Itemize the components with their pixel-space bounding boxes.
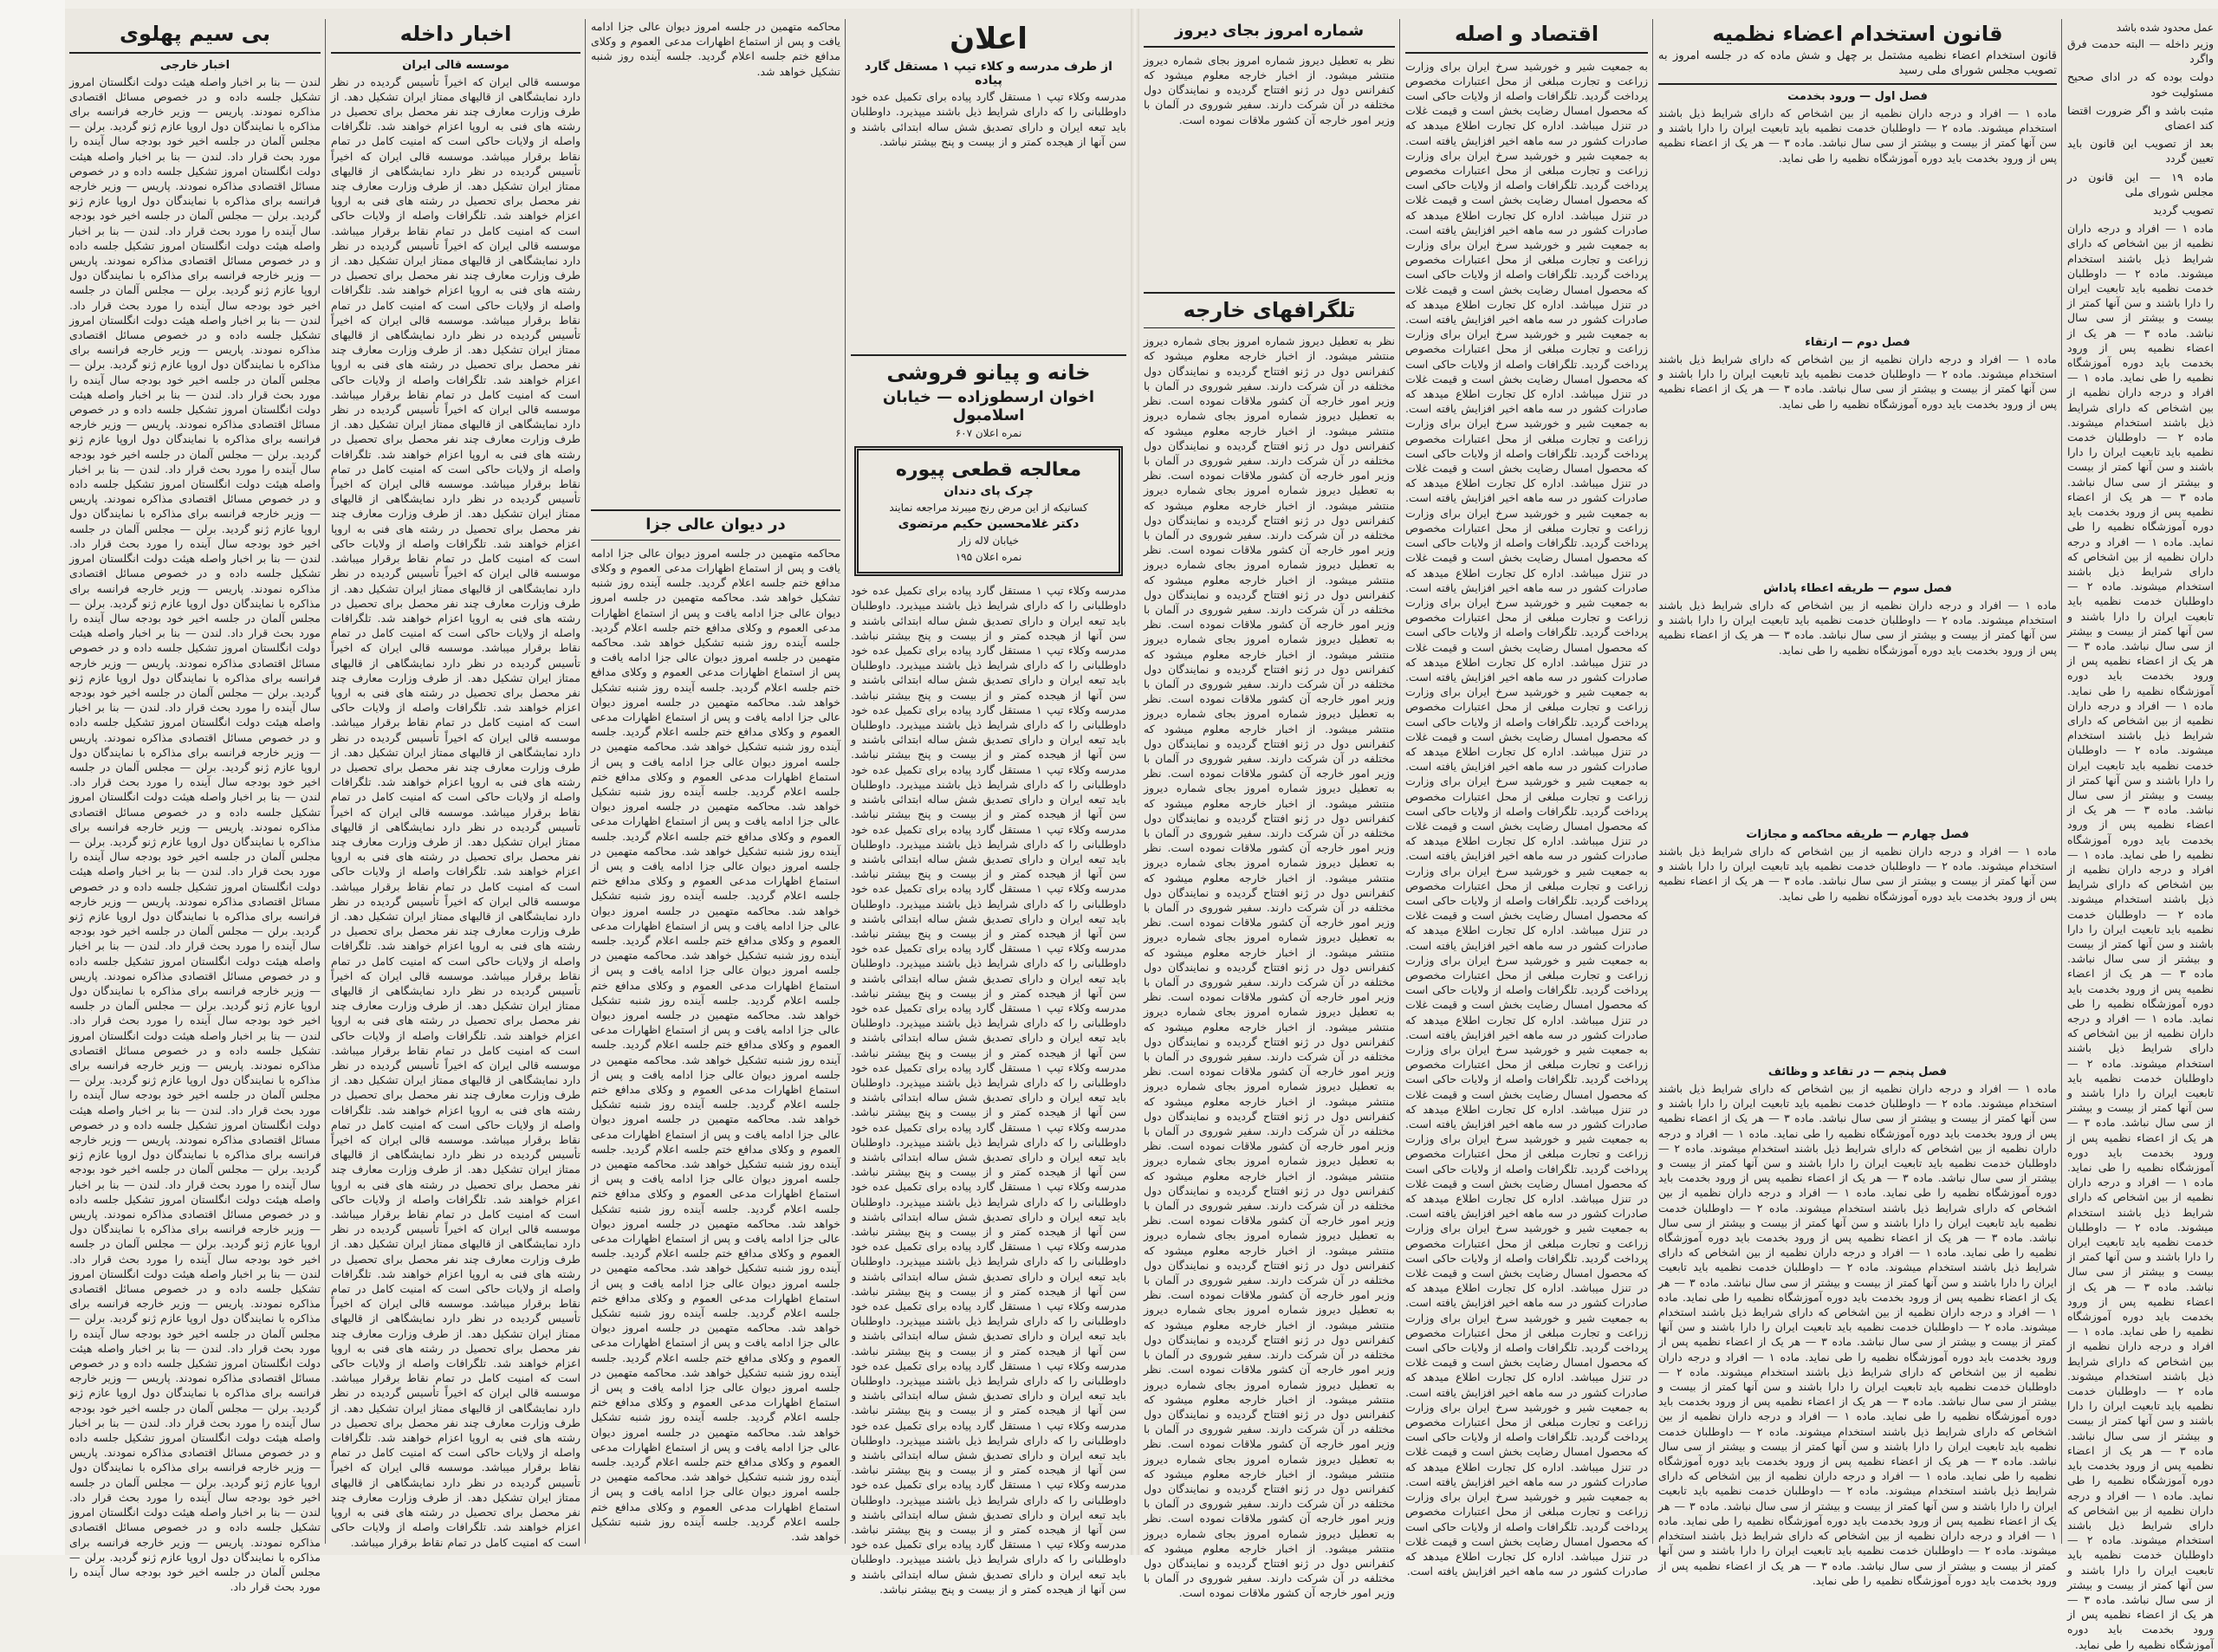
ad-box-line: کسانیکه از این مرض رنج میبرند مراجعه نمایند (889, 502, 1088, 515)
subhead-foreign: اخبار خارجی (159, 58, 230, 72)
left-col-4 (846, 19, 1131, 1596)
column-rule (585, 19, 586, 1544)
headline-news-today: شماره امروز بجای دیروز (1174, 22, 1365, 40)
section-heading: فصل اول — ورود بخدمت (1787, 90, 1928, 103)
article-body: لندن — بنا بر اخبار واصله هیئت دولت انگلستان امروز تشکیل جلسه داده و در خصوص مسائل اقتصادی مذاکره نمودند. پاریس — وزیر خارجه فرانسه برای مذاکره با نمایندگان دول اروپا عازم ژنو گردید. برلن — مجلس آلمان در جلسه اخیر خود بودجه سال آینده را مورد بحث قرار داد. لندن — بنا بر اخبار واصله هیئت دولت انگلستان امروز تشکیل جلسه داده و در خصوص مسائل اقتصادی مذاکره نمودند. پاریس — وزیر خارجه فرانسه برای مذاکره با نمایندگان دول اروپا عازم ژنو گردید. برلن — مجلس آلمان در جلسه اخیر خود بودجه سال آینده را مورد بحث قرار داد. لندن — بنا بر اخبار واصله هیئت دولت انگلستان امروز تشکیل جلسه داده و در خصوص مسائل اقتصادی مذاکره نمودند. پاریس — وزیر خارجه فرانسه برای مذاکره با نمایندگان دول اروپا عازم ژنو گردید. برلن — مجلس آلمان در جلسه اخیر خود بودجه سال آینده را مورد بحث قرار داد. لندن — بنا بر اخبار واصله هیئت دولت انگلستان امروز تشکیل جلسه داده و در خصوص مسائل اقتصادی مذاکره نمودند. پاریس — وزیر خارجه فرانسه برای مذاکره با نمایندگان دول اروپا عازم ژنو گردید. برلن — مجلس آلمان در جلسه اخیر خود بودجه سال آینده را مورد بحث قرار داد. لندن — بنا بر اخبار واصله هیئت دولت انگلستان امروز تشکیل جلسه داده و در خصوص مسائل اقتصادی مذاکره نمودند. پاریس — وزیر خارجه فرانسه برای مذاکره با نمایندگان دول اروپا عازم ژنو گردید. برلن — مجلس آلمان در جلسه اخیر خود بودجه سال آینده را مورد بحث قرار داد. لندن — بنا بر اخبار واصله هیئت دولت انگلستان امروز تشکیل جلسه داده و در خصوص مسائل اقتصادی مذاکره نمودند. پاریس — وزیر خارجه فرانسه برای مذاکره با نمایندگان دول اروپا عازم ژنو گردید. برلن — مجلس آلمان در جلسه اخیر خود بودجه سال آینده را مورد بحث قرار داد. لندن — بنا بر اخبار واصله هیئت دولت انگلستان امروز تشکیل جلسه داده و در خصوص مسائل اقتصادی مذاکره نمودند. پاریس — وزیر خارجه فرانسه برای مذاکره با نمایندگان دول اروپا عازم ژنو گردید. برلن — مجلس آلمان در جلسه اخیر خود بودجه سال آینده را مورد بحث قرار داد. لندن — بنا بر اخبار واصله هیئت دولت انگلستان امروز تشکیل جلسه داده و در خصوص مسائل اقتصادی مذاکره نمودند. پاریس — وزیر خارجه فرانسه برای مذاکره با نمایندگان دول اروپا عازم ژنو گردید. برلن — مجلس آلمان در جلسه اخیر خود بودجه سال آینده را مورد بحث قرار داد. لندن — بنا بر اخبار واصله هیئت دولت انگلستان امروز تشکیل جلسه داده و در خصوص مسائل اقتصادی مذاکره نمودند. پاریس — وزیر خارجه فرانسه برای مذاکره با نمایندگان دول اروپا عازم ژنو گردید. برلن — مجلس آلمان در جلسه اخیر خود بودجه سال آینده را مورد بحث قرار داد. لندن — بنا بر اخبار واصله هیئت دولت انگلستان امروز تشکیل جلسه داده و در خصوص مسائل اقتصادی مذاکره نمودند. پاریس — وزیر خارجه فرانسه برای مذاکره با نمایندگان دول اروپا عازم ژنو گردید. برلن — مجلس آلمان در جلسه اخیر خود بودجه سال آینده را مورد بحث قرار داد. لندن — بنا بر اخبار واصله هیئت دولت انگلستان امروز تشکیل جلسه داده و در خصوص مسائل اقتصادی مذاکره نمودند. پاریس — وزیر خارجه فرانسه برای مذاکره با نمایندگان دول اروپا عازم ژنو گردید. برلن — مجلس آلمان در جلسه اخیر خود بودجه سال آینده را مورد بحث قرار داد. لندن — بنا بر اخبار واصله هیئت دولت انگلستان امروز تشکیل جلسه داده و در خصوص مسائل اقتصادی مذاکره نمودند. پاریس — وزیر خارجه فرانسه برای مذاکره با نمایندگان دول اروپا عازم ژنو گردید. برلن — مجلس آلمان در جلسه اخیر خود بودجه سال آینده را مورد بحث قرار داد. لندن — بنا بر اخبار واصله هیئت دولت انگلستان امروز تشکیل جلسه داده و در خصوص مسائل اقتصادی مذاکره نمودند. پاریس — وزیر خارجه فرانسه برای مذاکره با نمایندگان دول اروپا عازم ژنو گردید. برلن — مجلس آلمان در جلسه اخیر خود بودجه سال آینده را مورد بحث قرار داد. لندن — بنا بر اخبار واصله هیئت دولت انگلستان امروز تشکیل جلسه داده و در خصوص مسائل اقتصادی مذاکره نمودند. پاریس — وزیر خارجه فرانسه برای مذاکره با نمایندگان دول اروپا عازم ژنو گردید. برلن — مجلس آلمان در جلسه اخیر خود بودجه سال آینده را مورد بحث قرار داد. لندن — بنا بر اخبار واصله هیئت دولت انگلستان امروز تشکیل جلسه داده و در خصوص مسائل اقتصادی مذاکره نمودند. پاریس — وزیر خارجه فرانسه برای مذاکره با نمایندگان دول اروپا عازم ژنو گردید. برلن — مجلس آلمان در جلسه اخیر خود بودجه سال آینده را مورد بحث قرار داد. لندن — بنا بر اخبار واصله هیئت دولت انگلستان امروز تشکیل جلسه داده و در خصوص مسائل اقتصادی مذاکره نمودند. پاریس — وزیر خارجه فرانسه برای مذاکره با نمایندگان دول اروپا عازم ژنو گردید. برلن — مجلس آلمان در جلسه اخیر خود بودجه سال آینده را مورد بحث قرار داد. لندن — بنا بر اخبار واصله هیئت دولت انگلستان امروز تشکیل جلسه داده و در خصوص مسائل اقتصادی مذاکره نمودند. پاریس — وزیر خارجه فرانسه برای مذاکره با نمایندگان دول اروپا عازم ژنو گردید. برلن — مجلس آلمان در جلسه اخیر خود بودجه سال آینده را مورد بحث قرار داد. لندن — بنا بر اخبار واصله هیئت دولت انگلستان امروز تشکیل جلسه داده و در خصوص مسائل اقتصادی مذاکره نمودند. پاریس — وزیر خارجه فرانسه برای مذاکره با نمایندگان دول اروپا عازم ژنو گردید. برلن — مجلس آلمان در جلسه اخیر خود بودجه سال آینده را مورد بحث قرار داد. لندن — بنا بر اخبار واصله هیئت دولت انگلستان امروز تشکیل جلسه داده و در خصوص مسائل اقتصادی مذاکره نمودند. پاریس — وزیر خارجه فرانسه برای مذاکره با نمایندگان دول اروپا عازم ژنو گردید. برلن — مجلس آلمان در جلسه اخیر خود بودجه سال آینده را مورد بحث قرار داد. (69, 75, 321, 1594)
subhead-carpet: موسسه قالی ایران (402, 58, 509, 72)
right-col-2 (1401, 19, 1652, 1578)
ad-box-title: معالجه قطعی پیوره (895, 459, 1082, 482)
article-body: مدرسه وکلاء تیپ ۱ مستقل گارد پیاده برای تکمیل عده خود داوطلبانی را که دارای شرایط ذیل باشند میپذیرد. داوطلبان باید تبعه ایران و دارای تصدیق شش ساله ابتدائی باشند و سن آنها از هیجده کمتر و از بیست و پنج بیشتر نباشد. مدرسه وکلاء تیپ ۱ مستقل گارد پیاده برای تکمیل عده خود داوطلبانی را که دارای شرایط ذیل باشند میپذیرد. داوطلبان باید تبعه ایران و دارای تصدیق شش ساله ابتدائی باشند و سن آنها از هیجده کمتر و از بیست و پنج بیشتر نباشد. مدرسه وکلاء تیپ ۱ مستقل گارد پیاده برای تکمیل عده خود داوطلبانی را که دارای شرایط ذیل باشند میپذیرد. داوطلبان باید تبعه ایران و دارای تصدیق شش ساله ابتدائی باشند و سن آنها از هیجده کمتر و از بیست و پنج بیشتر نباشد. مدرسه وکلاء تیپ ۱ مستقل گارد پیاده برای تکمیل عده خود داوطلبانی را که دارای شرایط ذیل باشند میپذیرد. داوطلبان باید تبعه ایران و دارای تصدیق شش ساله ابتدائی باشند و سن آنها از هیجده کمتر و از بیست و پنج بیشتر نباشد. مدرسه وکلاء تیپ ۱ مستقل گارد پیاده برای تکمیل عده خود داوطلبانی را که دارای شرایط ذیل باشند میپذیرد. داوطلبان باید تبعه ایران و دارای تصدیق شش ساله ابتدائی باشند و سن آنها از هیجده کمتر و از بیست و پنج بیشتر نباشد. مدرسه وکلاء تیپ ۱ مستقل گارد پیاده برای تکمیل عده خود داوطلبانی را که دارای شرایط ذیل باشند میپذیرد. داوطلبان باید تبعه ایران و دارای تصدیق شش ساله ابتدائی باشند و سن آنها از هیجده کمتر و از بیست و پنج بیشتر نباشد. مدرسه وکلاء تیپ ۱ مستقل گارد پیاده برای تکمیل عده خود داوطلبانی را که دارای شرایط ذیل باشند میپذیرد. داوطلبان باید تبعه ایران و دارای تصدیق شش ساله ابتدائی باشند و سن آنها از هیجده کمتر و از بیست و پنج بیشتر نباشد. مدرسه وکلاء تیپ ۱ مستقل گارد پیاده برای تکمیل عده خود داوطلبانی را که دارای شرایط ذیل باشند میپذیرد. داوطلبان باید تبعه ایران و دارای تصدیق شش ساله ابتدائی باشند و سن آنها از هیجده کمتر و از بیست و پنج بیشتر نباشد. مدرسه وکلاء تیپ ۱ مستقل گارد پیاده برای تکمیل عده خود داوطلبانی را که دارای شرایط ذیل باشند میپذیرد. داوطلبان باید تبعه ایران و دارای تصدیق شش ساله ابتدائی باشند و سن آنها از هیجده کمتر و از بیست و پنج بیشتر نباشد. مدرسه وکلاء تیپ ۱ مستقل گارد پیاده برای تکمیل عده خود داوطلبانی را که دارای شرایط ذیل باشند میپذیرد. داوطلبان باید تبعه ایران و دارای تصدیق شش ساله ابتدائی باشند و سن آنها از هیجده کمتر و از بیست و پنج بیشتر نباشد. مدرسه وکلاء تیپ ۱ مستقل گارد پیاده برای تکمیل عده خود داوطلبانی را که دارای شرایط ذیل باشند میپذیرد. داوطلبان باید تبعه ایران و دارای تصدیق شش ساله ابتدائی باشند و سن آنها از هیجده کمتر و از بیست و پنج بیشتر نباشد. مدرسه وکلاء تیپ ۱ مستقل گارد پیاده برای تکمیل عده خود داوطلبانی را که دارای شرایط ذیل باشند میپذیرد. داوطلبان باید تبعه ایران و دارای تصدیق شش ساله ابتدائی باشند و سن آنها از هیجده کمتر و از بیست و پنج بیشتر نباشد. مدرسه وکلاء تیپ ۱ مستقل گارد پیاده برای تکمیل عده خود داوطلبانی را که دارای شرایط ذیل باشند میپذیرد. داوطلبان باید تبعه ایران و دارای تصدیق شش ساله ابتدائی باشند و سن آنها از هیجده کمتر و از بیست و پنج بیشتر نباشد. مدرسه وکلاء تیپ ۱ مستقل گارد پیاده برای تکمیل عده خود داوطلبانی را که دارای شرایط ذیل باشند میپذیرد. داوطلبان باید تبعه ایران و دارای تصدیق شش ساله ابتدائی باشند و سن آنها از هیجده کمتر و از بیست و پنج بیشتر نباشد. مدرسه وکلاء تیپ ۱ مستقل گارد پیاده برای تکمیل عده خود داوطلبانی را که دارای شرایط ذیل باشند میپذیرد. داوطلبان باید تبعه ایران و دارای تصدیق شش ساله ابتدائی باشند و سن آنها از هیجده کمتر و از بیست و پنج بیشتر نباشد. مدرسه وکلاء تیپ ۱ مستقل گارد پیاده برای تکمیل عده خود داوطلبانی را که دارای شرایط ذیل باشند میپذیرد. داوطلبان باید تبعه ایران و دارای تصدیق شش ساله ابتدائی باشند و سن آنها از هیجده کمتر و از بیست و پنج بیشتر نباشد. مدرسه وکلاء تیپ ۱ مستقل گارد پیاده برای تکمیل عده خود داوطلبانی را که دارای شرایط ذیل باشند میپذیرد. داوطلبان باید تبعه ایران و دارای تصدیق شش ساله ابتدائی باشند و سن آنها از هیجده کمتر و از بیست و پنج بیشتر نباشد. (851, 584, 1126, 1596)
headline-domestic-news: اخبار داخله (399, 22, 512, 46)
headline-bisim: بی سیم پهلوی (120, 22, 270, 46)
ad-subtitle: اخوان ارسطوزاده — خیابان اسلامبول (882, 387, 1095, 424)
law-text: ماده ۱ — افراد و درجه داران نظمیه از بین اشخاص که دارای شرایط ذیل باشند استخدام میشوند. ماده ۲ — داوطلبان خدمت نظمیه باید تابعیت ایران را دارا باشند و سن آنها کمتر از بیست و بیشتر از سی سال نباشد. ماده ۳ — هر یک از اعضاء نظمیه پس از ورود بخدمت باید دوره آموزشگاه نظمیه را طی نماید. (1658, 107, 2058, 165)
ad-title: خانه و پیانو فروشی (886, 360, 1091, 385)
left-col-3 (587, 19, 845, 1544)
headline-police-law: قانون استخدام اعضاء نظمیه (1712, 22, 2003, 46)
column-rule (1652, 19, 1653, 1544)
headline-notice: اعلان (950, 22, 1028, 56)
article-body: موسسه قالی ایران که اخیراً تأسیس گردیده در نظر دارد نمایشگاهی از قالیهای ممتاز ایران تشکیل دهد. از طرف وزارت معارف چند نفر محصل برای تحصیل در رشته های فنی به اروپا اعزام خواهند شد. تلگرافات واصله از ولایات حاکی است که امنیت کامل در تمام نقاط برقرار میباشد. موسسه قالی ایران که اخیراً تأسیس گردیده در نظر دارد نمایشگاهی از قالیهای ممتاز ایران تشکیل دهد. از طرف وزارت معارف چند نفر محصل برای تحصیل در رشته های فنی به اروپا اعزام خواهند شد. تلگرافات واصله از ولایات حاکی است که امنیت کامل در تمام نقاط برقرار میباشد. موسسه قالی ایران که اخیراً تأسیس گردیده در نظر دارد نمایشگاهی از قالیهای ممتاز ایران تشکیل دهد. از طرف وزارت معارف چند نفر محصل برای تحصیل در رشته های فنی به اروپا اعزام خواهند شد. تلگرافات واصله از ولایات حاکی است که امنیت کامل در تمام نقاط برقرار میباشد. موسسه قالی ایران که اخیراً تأسیس گردیده در نظر دارد نمایشگاهی از قالیهای ممتاز ایران تشکیل دهد. از طرف وزارت معارف چند نفر محصل برای تحصیل در رشته های فنی به اروپا اعزام خواهند شد. تلگرافات واصله از ولایات حاکی است که امنیت کامل در تمام نقاط برقرار میباشد. موسسه قالی ایران که اخیراً تأسیس گردیده در نظر دارد نمایشگاهی از قالیهای ممتاز ایران تشکیل دهد. از طرف وزارت معارف چند نفر محصل برای تحصیل در رشته های فنی به اروپا اعزام خواهند شد. تلگرافات واصله از ولایات حاکی است که امنیت کامل در تمام نقاط برقرار میباشد. موسسه قالی ایران که اخیراً تأسیس گردیده در نظر دارد نمایشگاهی از قالیهای ممتاز ایران تشکیل دهد. از طرف وزارت معارف چند نفر محصل برای تحصیل در رشته های فنی به اروپا اعزام خواهند شد. تلگرافات واصله از ولایات حاکی است که امنیت کامل در تمام نقاط برقرار میباشد. موسسه قالی ایران که اخیراً تأسیس گردیده در نظر دارد نمایشگاهی از قالیهای ممتاز ایران تشکیل دهد. از طرف وزارت معارف چند نفر محصل برای تحصیل در رشته های فنی به اروپا اعزام خواهند شد. تلگرافات واصله از ولایات حاکی است که امنیت کامل در تمام نقاط برقرار میباشد. موسسه قالی ایران که اخیراً تأسیس گردیده در نظر دارد نمایشگاهی از قالیهای ممتاز ایران تشکیل دهد. از طرف وزارت معارف چند نفر محصل برای تحصیل در رشته های فنی به اروپا اعزام خواهند شد. تلگرافات واصله از ولایات حاکی است که امنیت کامل در تمام نقاط برقرار میباشد. موسسه قالی ایران که اخیراً تأسیس گردیده در نظر دارد نمایشگاهی از قالیهای ممتاز ایران تشکیل دهد. از طرف وزارت معارف چند نفر محصل برای تحصیل در رشته های فنی به اروپا اعزام خواهند شد. تلگرافات واصله از ولایات حاکی است که امنیت کامل در تمام نقاط برقرار میباشد. موسسه قالی ایران که اخیراً تأسیس گردیده در نظر دارد نمایشگاهی از قالیهای ممتاز ایران تشکیل دهد. از طرف وزارت معارف چند نفر محصل برای تحصیل در رشته های فنی به اروپا اعزام خواهند شد. تلگرافات واصله از ولایات حاکی است که امنیت کامل در تمام نقاط برقرار میباشد. موسسه قالی ایران که اخیراً تأسیس گردیده در نظر دارد نمایشگاهی از قالیهای ممتاز ایران تشکیل دهد. از طرف وزارت معارف چند نفر محصل برای تحصیل در رشته های فنی به اروپا اعزام خواهند شد. تلگرافات واصله از ولایات حاکی است که امنیت کامل در تمام نقاط برقرار میباشد. موسسه قالی ایران که اخیراً تأسیس گردیده در نظر دارد نمایشگاهی از قالیهای ممتاز ایران تشکیل دهد. از طرف وزارت معارف چند نفر محصل برای تحصیل در رشته های فنی به اروپا اعزام خواهند شد. تلگرافات واصله از ولایات حاکی است که امنیت کامل در تمام نقاط برقرار میباشد. موسسه قالی ایران که اخیراً تأسیس گردیده در نظر دارد نمایشگاهی از قالیهای ممتاز ایران تشکیل دهد. از طرف وزارت معارف چند نفر محصل برای تحصیل در رشته های فنی به اروپا اعزام خواهند شد. تلگرافات واصله از ولایات حاکی است که امنیت کامل در تمام نقاط برقرار میباشد. موسسه قالی ایران که اخیراً تأسیس گردیده در نظر دارد نمایشگاهی از قالیهای ممتاز ایران تشکیل دهد. از طرف وزارت معارف چند نفر محصل برای تحصیل در رشته های فنی به اروپا اعزام خواهند شد. تلگرافات واصله از ولایات حاکی است که امنیت کامل در تمام نقاط برقرار میباشد. موسسه قالی ایران که اخیراً تأسیس گردیده در نظر دارد نمایشگاهی از قالیهای ممتاز ایران تشکیل دهد. از طرف وزارت معارف چند نفر محصل برای تحصیل در رشته های فنی به اروپا اعزام خواهند شد. تلگرافات واصله از ولایات حاکی است که امنیت کامل در تمام نقاط برقرار میباشد. موسسه قالی ایران که اخیراً تأسیس گردیده در نظر دارد نمایشگاهی از قالیهای ممتاز ایران تشکیل دهد. از طرف وزارت معارف چند نفر محصل برای تحصیل در رشته های فنی به اروپا اعزام خواهند شد. تلگرافات واصله از ولایات حاکی است که امنیت کامل در تمام نقاط برقرار میباشد. موسسه قالی ایران که اخیراً تأسیس گردیده در نظر دارد نمایشگاهی از قالیهای ممتاز ایران تشکیل دهد. از طرف وزارت معارف چند نفر محصل برای تحصیل در رشته های فنی به اروپا اعزام خواهند شد. تلگرافات واصله از ولایات حاکی است که امنیت کامل در تمام نقاط برقرار میباشد. موسسه قالی ایران که اخیراً تأسیس گردیده در نظر دارد نمایشگاهی از قالیهای ممتاز ایران تشکیل دهد. از طرف وزارت معارف چند نفر محصل برای تحصیل در رشته های فنی به اروپا اعزام خواهند شد. تلگرافات واصله از ولایات حاکی است که امنیت کامل در تمام نقاط برقرار میباشد. (331, 75, 580, 1549)
section-heading: فصل دوم — ارتقاء (1805, 336, 1910, 349)
rule (1144, 327, 1395, 328)
rule (1405, 52, 1648, 54)
ad-box-line: چرک پای دندان (944, 484, 1034, 499)
headline-economy: اقتصاد و اصله (1454, 22, 1599, 46)
column-rule (2061, 19, 2062, 1544)
notice-body: مدرسه وکلاء تیپ ۱ مستقل گارد پیاده برای تکمیل عده خود داوطلبانی را که دارای شرایط ذیل باشند میپذیرد. داوطلبان باید تبعه ایران و دارای تصدیق شش ساله ابتدائی باشند و سن آنها از هیجده کمتر و از بیست و پنج بیشتر نباشد. (851, 90, 1126, 148)
ad-number: نمره اعلان ۶۰۷ (955, 427, 1022, 440)
section-heading: فصل پنجم — در تقاعد و وظائف (1767, 1066, 1948, 1079)
ad-box-line: خیابان لاله زار (958, 534, 1019, 547)
line: مثبت باشد و اگر ضرورت اقتضا کند اعضای (2067, 103, 2214, 133)
article-lines (2067, 36, 2214, 217)
law-intro: قانون استخدام اعضاء نظمیه مشتمل بر چهل و شش ماده که در جلسه امروز به تصویب مجلس شورای ملی رسید (1658, 49, 2057, 77)
right-page (1139, 9, 2218, 1651)
article-body: محاکمه متهمین در جلسه امروز دیوان عالی جزا ادامه یافت و پس از استماع اظهارات مدعی العموم و وکلای مدافع ختم جلسه اعلام گردید. جلسه آینده روز شنبه تشکیل خواهد شد. محاکمه متهمین در جلسه امروز دیوان عالی جزا ادامه یافت و پس از استماع اظهارات مدعی العموم و وکلای مدافع ختم جلسه اعلام گردید. جلسه آینده روز شنبه تشکیل خواهد شد. محاکمه متهمین در جلسه امروز دیوان عالی جزا ادامه یافت و پس از استماع اظهارات مدعی العموم و وکلای مدافع ختم جلسه اعلام گردید. جلسه آینده روز شنبه تشکیل خواهد شد. محاکمه متهمین در جلسه امروز دیوان عالی جزا ادامه یافت و پس از استماع اظهارات مدعی العموم و وکلای مدافع ختم جلسه اعلام گردید. جلسه آینده روز شنبه تشکیل خواهد شد. محاکمه متهمین در جلسه امروز دیوان عالی جزا ادامه یافت و پس از استماع اظهارات مدعی العموم و وکلای مدافع ختم جلسه اعلام گردید. جلسه آینده روز شنبه تشکیل خواهد شد. محاکمه متهمین در جلسه امروز دیوان عالی جزا ادامه یافت و پس از استماع اظهارات مدعی العموم و وکلای مدافع ختم جلسه اعلام گردید. جلسه آینده روز شنبه تشکیل خواهد شد. محاکمه متهمین در جلسه امروز دیوان عالی جزا ادامه یافت و پس از استماع اظهارات مدعی العموم و وکلای مدافع ختم جلسه اعلام گردید. جلسه آینده روز شنبه تشکیل خواهد شد. محاکمه متهمین در جلسه امروز دیوان عالی جزا ادامه یافت و پس از استماع اظهارات مدعی العموم و وکلای مدافع ختم جلسه اعلام گردید. جلسه آینده روز شنبه تشکیل خواهد شد. محاکمه متهمین در جلسه امروز دیوان عالی جزا ادامه یافت و پس از استماع اظهارات مدعی العموم و وکلای مدافع ختم جلسه اعلام گردید. جلسه آینده روز شنبه تشکیل خواهد شد. محاکمه متهمین در جلسه امروز دیوان عالی جزا ادامه یافت و پس از استماع اظهارات مدعی العموم و وکلای مدافع ختم جلسه اعلام گردید. جلسه آینده روز شنبه تشکیل خواهد شد. محاکمه متهمین در جلسه امروز دیوان عالی جزا ادامه یافت و پس از استماع اظهارات مدعی العموم و وکلای مدافع ختم جلسه اعلام گردید. جلسه آینده روز شنبه تشکیل خواهد شد. محاکمه متهمین در جلسه امروز دیوان عالی جزا ادامه یافت و پس از استماع اظهارات مدعی العموم و وکلای مدافع ختم جلسه اعلام گردید. جلسه آینده روز شنبه تشکیل خواهد شد. محاکمه متهمین در جلسه امروز دیوان عالی جزا ادامه یافت و پس از استماع اظهارات مدعی العموم و وکلای مدافع ختم جلسه اعلام گردید. جلسه آینده روز شنبه تشکیل خواهد شد. محاکمه متهمین در جلسه امروز دیوان عالی جزا ادامه یافت و پس از استماع اظهارات مدعی العموم و وکلای مدافع ختم جلسه اعلام گردید. جلسه آینده روز شنبه تشکیل خواهد شد. محاکمه متهمین در جلسه امروز دیوان عالی جزا ادامه یافت و پس از استماع اظهارات مدعی العموم و وکلای مدافع ختم جلسه اعلام گردید. جلسه آینده روز شنبه تشکیل خواهد شد. محاکمه متهمین در جلسه امروز دیوان عالی جزا ادامه یافت و پس از استماع اظهارات مدعی العموم و وکلای مدافع ختم جلسه اعلام گردید. جلسه آینده روز شنبه تشکیل خواهد شد. محاکمه متهمین در جلسه امروز دیوان عالی جزا ادامه یافت و پس از استماع اظهارات مدعی العموم و وکلای مدافع ختم جلسه اعلام گردید. جلسه آینده روز شنبه تشکیل خواهد شد. محاکمه متهمین در جلسه امروز دیوان عالی جزا ادامه یافت و پس از استماع اظهارات مدعی العموم و وکلای مدافع ختم جلسه اعلام گردید. جلسه آینده روز شنبه تشکیل خواهد شد. محاکمه متهمین در جلسه امروز دیوان عالی جزا ادامه یافت و پس از استماع اظهارات مدعی العموم و وکلای مدافع ختم جلسه اعلام گردید. جلسه آینده روز شنبه تشکیل خواهد شد. (591, 546, 840, 1544)
section-heading: فصل سوم — طریقه اعطاء پاداش (1763, 582, 1952, 595)
article-body: محاکمه متهمین در جلسه امروز دیوان عالی جزا ادامه یافت و پس از استماع اظهارات مدعی العموم و وکلای مدافع ختم جلسه اعلام گردید. جلسه آینده روز شنبه تشکیل خواهد شد. (591, 20, 840, 78)
right-col-3 (1654, 19, 2061, 1587)
law-text: ماده ۱ — افراد و درجه داران نظمیه از بین اشخاص که دارای شرایط ذیل باشند استخدام میشوند. ماده ۲ — داوطلبان خدمت نظمیه باید تابعیت ایران را دارا باشند و سن آنها کمتر از بیست و بیشتر از سی سال نباشد. ماده ۳ — هر یک از اعضاء نظمیه پس از ورود بخدمت باید دوره آموزشگاه نظمیه را طی نماید. ماده ۱ — افراد و درجه داران نظمیه از بین اشخاص که دارای شرایط ذیل باشند استخدام میشوند. ماده ۲ — داوطلبان خدمت نظمیه باید تابعیت ایران را دارا باشند و سن آنها کمتر از بیست و بیشتر از سی سال نباشد. ماده ۳ — هر یک از اعضاء نظمیه پس از ورود بخدمت باید دوره آموزشگاه نظمیه را طی نماید. ماده ۱ — افراد و درجه داران نظمیه از بین اشخاص که دارای شرایط ذیل باشند استخدام میشوند. ماده ۲ — داوطلبان خدمت نظمیه باید تابعیت ایران را دارا باشند و سن آنها کمتر از بیست و بیشتر از سی سال نباشد. ماده ۳ — هر یک از اعضاء نظمیه پس از ورود بخدمت باید دوره آموزشگاه نظمیه را طی نماید. ماده ۱ — افراد و درجه داران نظمیه از بین اشخاص که دارای شرایط ذیل باشند استخدام میشوند. ماده ۲ — داوطلبان خدمت نظمیه باید تابعیت ایران را دارا باشند و سن آنها کمتر از بیست و بیشتر از سی سال نباشد. ماده ۳ — هر یک از اعضاء نظمیه پس از ورود بخدمت باید دوره آموزشگاه نظمیه را طی نماید. ماده ۱ — افراد و درجه داران نظمیه از بین اشخاص که دارای شرایط ذیل باشند استخدام میشوند. ماده ۲ — داوطلبان خدمت نظمیه باید تابعیت ایران را دارا باشند و سن آنها کمتر از بیست و بیشتر از سی سال نباشد. ماده ۳ — هر یک از اعضاء نظمیه پس از ورود بخدمت باید دوره آموزشگاه نظمیه را طی نماید. ماده ۱ — افراد و درجه داران نظمیه از بین اشخاص که دارای شرایط ذیل باشند استخدام میشوند. ماده ۲ — داوطلبان خدمت نظمیه باید تابعیت ایران را دارا باشند و سن آنها کمتر از بیست و بیشتر از سی سال نباشد. ماده ۳ — هر یک از اعضاء نظمیه پس از ورود بخدمت باید دوره آموزشگاه نظمیه را طی نماید. ماده ۱ — افراد و درجه داران نظمیه از بین اشخاص که دارای شرایط ذیل باشند استخدام میشوند. ماده ۲ — داوطلبان خدمت نظمیه باید تابعیت ایران را دارا باشند و سن آنها کمتر از بیست و بیشتر از سی سال نباشد. ماده ۳ — هر یک از اعضاء نظمیه پس از ورود بخدمت باید دوره آموزشگاه نظمیه را طی نماید. ماده ۱ — افراد و درجه داران نظمیه از بین اشخاص که دارای شرایط ذیل باشند استخدام میشوند. ماده ۲ — داوطلبان خدمت نظمیه باید تابعیت ایران را دارا باشند و سن آنها کمتر از بیست و بیشتر از سی سال نباشد. ماده ۳ — هر یک از اعضاء نظمیه پس از ورود بخدمت باید دوره آموزشگاه نظمیه را طی نماید. ماده ۱ — افراد و درجه داران نظمیه از بین اشخاص که دارای شرایط ذیل باشند استخدام میشوند. ماده ۲ — داوطلبان خدمت نظمیه باید تابعیت ایران را دارا باشند و سن آنها کمتر از بیست و بیشتر از سی سال نباشد. ماده ۳ — هر یک از اعضاء نظمیه پس از ورود بخدمت باید دوره آموزشگاه نظمیه را طی نماید. (1658, 1082, 2058, 1587)
rule (1144, 292, 1395, 294)
left-col-2 (327, 19, 585, 1549)
article-body: ماده ۱ — افراد و درجه داران نظمیه از بین اشخاص که دارای شرایط ذیل باشند استخدام میشوند. ماده ۲ — داوطلبان خدمت نظمیه باید تابعیت ایران را دارا باشند و سن آنها کمتر از بیست و بیشتر از سی سال نباشد. ماده ۳ — هر یک از اعضاء نظمیه پس از ورود بخدمت باید دوره آموزشگاه نظمیه را طی نماید. ماده ۱ — افراد و درجه داران نظمیه از بین اشخاص که دارای شرایط ذیل باشند استخدام میشوند. ماده ۲ — داوطلبان خدمت نظمیه باید تابعیت ایران را دارا باشند و سن آنها کمتر از بیست و بیشتر از سی سال نباشد. ماده ۳ — هر یک از اعضاء نظمیه پس از ورود بخدمت باید دوره آموزشگاه نظمیه را طی نماید. ماده ۱ — افراد و درجه داران نظمیه از بین اشخاص که دارای شرایط ذیل باشند استخدام میشوند. ماده ۲ — داوطلبان خدمت نظمیه باید تابعیت ایران را دارا باشند و سن آنها کمتر از بیست و بیشتر از سی سال نباشد. ماده ۳ — هر یک از اعضاء نظمیه پس از ورود بخدمت باید دوره آموزشگاه نظمیه را طی نماید. ماده ۱ — افراد و درجه داران نظمیه از بین اشخاص که دارای شرایط ذیل باشند استخدام میشوند. ماده ۲ — داوطلبان خدمت نظمیه باید تابعیت ایران را دارا باشند و سن آنها کمتر از بیست و بیشتر از سی سال نباشد. ماده ۳ — هر یک از اعضاء نظمیه پس از ورود بخدمت باید دوره آموزشگاه نظمیه را طی نماید. ماده ۱ — افراد و درجه داران نظمیه از بین اشخاص که دارای شرایط ذیل باشند استخدام میشوند. ماده ۲ — داوطلبان خدمت نظمیه باید تابعیت ایران را دارا باشند و سن آنها کمتر از بیست و بیشتر از سی سال نباشد. ماده ۳ — هر یک از اعضاء نظمیه پس از ورود بخدمت باید دوره آموزشگاه نظمیه را طی نماید. ماده ۱ — افراد و درجه داران نظمیه از بین اشخاص که دارای شرایط ذیل باشند استخدام میشوند. ماده ۲ — داوطلبان خدمت نظمیه باید تابعیت ایران را دارا باشند و سن آنها کمتر از بیست و بیشتر از سی سال نباشد. ماده ۳ — هر یک از اعضاء نظمیه پس از ورود بخدمت باید دوره آموزشگاه نظمیه را طی نماید. ماده ۱ — افراد و درجه داران نظمیه از بین اشخاص که دارای شرایط ذیل باشند استخدام میشوند. ماده ۲ — داوطلبان خدمت نظمیه باید تابعیت ایران را دارا باشند و سن آنها کمتر از بیست و بیشتر از سی سال نباشد. ماده ۳ — هر یک از اعضاء نظمیه پس از ورود بخدمت باید دوره آموزشگاه نظمیه را طی نماید. ماده ۱ — افراد و درجه داران نظمیه از بین اشخاص که دارای شرایط ذیل باشند استخدام میشوند. ماده ۲ — داوطلبان خدمت نظمیه باید تابعیت ایران را دارا باشند و سن آنها کمتر از بیست و بیشتر از سی سال نباشد. ماده ۳ — هر یک از اعضاء نظمیه پس از ورود بخدمت باید دوره آموزشگاه نظمیه را طی نماید. ماده ۱ — افراد و درجه داران نظمیه از بین اشخاص که دارای شرایط ذیل باشند استخدام میشوند. ماده ۲ — داوطلبان خدمت نظمیه باید تابعیت ایران را دارا باشند و سن آنها کمتر از بیست و بیشتر از سی سال نباشد. ماده ۳ — هر یک از اعضاء نظمیه پس از ورود بخدمت باید دوره آموزشگاه نظمیه را طی نماید. (2067, 222, 2215, 1651)
rule (69, 52, 321, 54)
newspaper-spread (65, 9, 2218, 1651)
notice-subtitle: از طرف مدرسه و کلاء تیپ ۱ مستقل گارد پیاده (865, 60, 1112, 88)
rule (331, 52, 580, 54)
rule (1144, 46, 1395, 48)
rule (591, 540, 840, 541)
article-body: به جمعیت شیر و خورشید سرخ ایران برای وزارت زراعت و تجارت مبلغی از محل اعتبارات مخصوص پرداخت گردید. تلگرافات واصله از ولایات حاکی است که محصول امسال رضایت بخش است و قیمت غلات در تنزل میباشد. اداره کل تجارت اطلاع میدهد که صادرات کشور در سه ماهه اخیر افزایش یافته است. به جمعیت شیر و خورشید سرخ ایران برای وزارت زراعت و تجارت مبلغی از محل اعتبارات مخصوص پرداخت گردید. تلگرافات واصله از ولایات حاکی است که محصول امسال رضایت بخش است و قیمت غلات در تنزل میباشد. اداره کل تجارت اطلاع میدهد که صادرات کشور در سه ماهه اخیر افزایش یافته است. به جمعیت شیر و خورشید سرخ ایران برای وزارت زراعت و تجارت مبلغی از محل اعتبارات مخصوص پرداخت گردید. تلگرافات واصله از ولایات حاکی است که محصول امسال رضایت بخش است و قیمت غلات در تنزل میباشد. اداره کل تجارت اطلاع میدهد که صادرات کشور در سه ماهه اخیر افزایش یافته است. به جمعیت شیر و خورشید سرخ ایران برای وزارت زراعت و تجارت مبلغی از محل اعتبارات مخصوص پرداخت گردید. تلگرافات واصله از ولایات حاکی است که محصول امسال رضایت بخش است و قیمت غلات در تنزل میباشد. اداره کل تجارت اطلاع میدهد که صادرات کشور در سه ماهه اخیر افزایش یافته است. به جمعیت شیر و خورشید سرخ ایران برای وزارت زراعت و تجارت مبلغی از محل اعتبارات مخصوص پرداخت گردید. تلگرافات واصله از ولایات حاکی است که محصول امسال رضایت بخش است و قیمت غلات در تنزل میباشد. اداره کل تجارت اطلاع میدهد که صادرات کشور در سه ماهه اخیر افزایش یافته است. به جمعیت شیر و خورشید سرخ ایران برای وزارت زراعت و تجارت مبلغی از محل اعتبارات مخصوص پرداخت گردید. تلگرافات واصله از ولایات حاکی است که محصول امسال رضایت بخش است و قیمت غلات در تنزل میباشد. اداره کل تجارت اطلاع میدهد که صادرات کشور در سه ماهه اخیر افزایش یافته است. به جمعیت شیر و خورشید سرخ ایران برای وزارت زراعت و تجارت مبلغی از محل اعتبارات مخصوص پرداخت گردید. تلگرافات واصله از ولایات حاکی است که محصول امسال رضایت بخش است و قیمت غلات در تنزل میباشد. اداره کل تجارت اطلاع میدهد که صادرات کشور در سه ماهه اخیر افزایش یافته است. به جمعیت شیر و خورشید سرخ ایران برای وزارت زراعت و تجارت مبلغی از محل اعتبارات مخصوص پرداخت گردید. تلگرافات واصله از ولایات حاکی است که محصول امسال رضایت بخش است و قیمت غلات در تنزل میباشد. اداره کل تجارت اطلاع میدهد که صادرات کشور در سه ماهه اخیر افزایش یافته است. به جمعیت شیر و خورشید سرخ ایران برای وزارت زراعت و تجارت مبلغی از محل اعتبارات مخصوص پرداخت گردید. تلگرافات واصله از ولایات حاکی است که محصول امسال رضایت بخش است و قیمت غلات در تنزل میباشد. اداره کل تجارت اطلاع میدهد که صادرات کشور در سه ماهه اخیر افزایش یافته است. به جمعیت شیر و خورشید سرخ ایران برای وزارت زراعت و تجارت مبلغی از محل اعتبارات مخصوص پرداخت گردید. تلگرافات واصله از ولایات حاکی است که محصول امسال رضایت بخش است و قیمت غلات در تنزل میباشد. اداره کل تجارت اطلاع میدهد که صادرات کشور در سه ماهه اخیر افزایش یافته است. به جمعیت شیر و خورشید سرخ ایران برای وزارت زراعت و تجارت مبلغی از محل اعتبارات مخصوص پرداخت گردید. تلگرافات واصله از ولایات حاکی است که محصول امسال رضایت بخش است و قیمت غلات در تنزل میباشد. اداره کل تجارت اطلاع میدهد که صادرات کشور در سه ماهه اخیر افزایش یافته است. به جمعیت شیر و خورشید سرخ ایران برای وزارت زراعت و تجارت مبلغی از محل اعتبارات مخصوص پرداخت گردید. تلگرافات واصله از ولایات حاکی است که محصول امسال رضایت بخش است و قیمت غلات در تنزل میباشد. اداره کل تجارت اطلاع میدهد که صادرات کشور در سه ماهه اخیر افزایش یافته است. به جمعیت شیر و خورشید سرخ ایران برای وزارت زراعت و تجارت مبلغی از محل اعتبارات مخصوص پرداخت گردید. تلگرافات واصله از ولایات حاکی است که محصول امسال رضایت بخش است و قیمت غلات در تنزل میباشد. اداره کل تجارت اطلاع میدهد که صادرات کشور در سه ماهه اخیر افزایش یافته است. به جمعیت شیر و خورشید سرخ ایران برای وزارت زراعت و تجارت مبلغی از محل اعتبارات مخصوص پرداخت گردید. تلگرافات واصله از ولایات حاکی است که محصول امسال رضایت بخش است و قیمت غلات در تنزل میباشد. اداره کل تجارت اطلاع میدهد که صادرات کشور در سه ماهه اخیر افزایش یافته است. به جمعیت شیر و خورشید سرخ ایران برای وزارت زراعت و تجارت مبلغی از محل اعتبارات مخصوص پرداخت گردید. تلگرافات واصله از ولایات حاکی است که محصول امسال رضایت بخش است و قیمت غلات در تنزل میباشد. اداره کل تجارت اطلاع میدهد که صادرات کشور در سه ماهه اخیر افزایش یافته است. به جمعیت شیر و خورشید سرخ ایران برای وزارت زراعت و تجارت مبلغی از محل اعتبارات مخصوص پرداخت گردید. تلگرافات واصله از ولایات حاکی است که محصول امسال رضایت بخش است و قیمت غلات در تنزل میباشد. اداره کل تجارت اطلاع میدهد که صادرات کشور در سه ماهه اخیر افزایش یافته است. به جمعیت شیر و خورشید سرخ ایران برای وزارت زراعت و تجارت مبلغی از محل اعتبارات مخصوص پرداخت گردید. تلگرافات واصله از ولایات حاکی است که محصول امسال رضایت بخش است و قیمت غلات در تنزل میباشد. اداره کل تجارت اطلاع میدهد که صادرات کشور در سه ماهه اخیر افزایش یافته است. (1405, 59, 1648, 1578)
ad-box-line: دکتر غلامحسین حکیم مرتضوی (898, 517, 1080, 532)
line: وزیر داخله — البته حدمت فرق واگرد (2067, 37, 2214, 66)
article-body: نظر به تعطیل دیروز شماره امروز بجای شماره دیروز منتشر میشود. از اخبار خارجه معلوم میشود که کنفرانس دول در ژنو افتتاح گردیده و نمایندگان دول مختلفه در آن شرکت دارند. سفیر شوروی در آلمان با وزیر امور خارجه آن کشور ملاقات نموده است. نظر به تعطیل دیروز شماره امروز بجای شماره دیروز منتشر میشود. از اخبار خارجه معلوم میشود که کنفرانس دول در ژنو افتتاح گردیده و نمایندگان دول مختلفه در آن شرکت دارند. سفیر شوروی در آلمان با وزیر امور خارجه آن کشور ملاقات نموده است. نظر به تعطیل دیروز شماره امروز بجای شماره دیروز منتشر میشود. از اخبار خارجه معلوم میشود که کنفرانس دول در ژنو افتتاح گردیده و نمایندگان دول مختلفه در آن شرکت دارند. سفیر شوروی در آلمان با وزیر امور خارجه آن کشور ملاقات نموده است. نظر به تعطیل دیروز شماره امروز بجای شماره دیروز منتشر میشود. از اخبار خارجه معلوم میشود که کنفرانس دول در ژنو افتتاح گردیده و نمایندگان دول مختلفه در آن شرکت دارند. سفیر شوروی در آلمان با وزیر امور خارجه آن کشور ملاقات نموده است. نظر به تعطیل دیروز شماره امروز بجای شماره دیروز منتشر میشود. از اخبار خارجه معلوم میشود که کنفرانس دول در ژنو افتتاح گردیده و نمایندگان دول مختلفه در آن شرکت دارند. سفیر شوروی در آلمان با وزیر امور خارجه آن کشور ملاقات نموده است. نظر به تعطیل دیروز شماره امروز بجای شماره دیروز منتشر میشود. از اخبار خارجه معلوم میشود که کنفرانس دول در ژنو افتتاح گردیده و نمایندگان دول مختلفه در آن شرکت دارند. سفیر شوروی در آلمان با وزیر امور خارجه آن کشور ملاقات نموده است. نظر به تعطیل دیروز شماره امروز بجای شماره دیروز منتشر میشود. از اخبار خارجه معلوم میشود که کنفرانس دول در ژنو افتتاح گردیده و نمایندگان دول مختلفه در آن شرکت دارند. سفیر شوروی در آلمان با وزیر امور خارجه آن کشور ملاقات نموده است. نظر به تعطیل دیروز شماره امروز بجای شماره دیروز منتشر میشود. از اخبار خارجه معلوم میشود که کنفرانس دول در ژنو افتتاح گردیده و نمایندگان دول مختلفه در آن شرکت دارند. سفیر شوروی در آلمان با وزیر امور خارجه آن کشور ملاقات نموده است. نظر به تعطیل دیروز شماره امروز بجای شماره دیروز منتشر میشود. از اخبار خارجه معلوم میشود که کنفرانس دول در ژنو افتتاح گردیده و نمایندگان دول مختلفه در آن شرکت دارند. سفیر شوروی در آلمان با وزیر امور خارجه آن کشور ملاقات نموده است. نظر به تعطیل دیروز شماره امروز بجای شماره دیروز منتشر میشود. از اخبار خارجه معلوم میشود که کنفرانس دول در ژنو افتتاح گردیده و نمایندگان دول مختلفه در آن شرکت دارند. سفیر شوروی در آلمان با وزیر امور خارجه آن کشور ملاقات نموده است. نظر به تعطیل دیروز شماره امروز بجای شماره دیروز منتشر میشود. از اخبار خارجه معلوم میشود که کنفرانس دول در ژنو افتتاح گردیده و نمایندگان دول مختلفه در آن شرکت دارند. سفیر شوروی در آلمان با وزیر امور خارجه آن کشور ملاقات نموده است. نظر به تعطیل دیروز شماره امروز بجای شماره دیروز منتشر میشود. از اخبار خارجه معلوم میشود که کنفرانس دول در ژنو افتتاح گردیده و نمایندگان دول مختلفه در آن شرکت دارند. سفیر شوروی در آلمان با وزیر امور خارجه آن کشور ملاقات نموده است. نظر به تعطیل دیروز شماره امروز بجای شماره دیروز منتشر میشود. از اخبار خارجه معلوم میشود که کنفرانس دول در ژنو افتتاح گردیده و نمایندگان دول مختلفه در آن شرکت دارند. سفیر شوروی در آلمان با وزیر امور خارجه آن کشور ملاقات نموده است. نظر به تعطیل دیروز شماره امروز بجای شماره دیروز منتشر میشود. از اخبار خارجه معلوم میشود که کنفرانس دول در ژنو افتتاح گردیده و نمایندگان دول مختلفه در آن شرکت دارند. سفیر شوروی در آلمان با وزیر امور خارجه آن کشور ملاقات نموده است. نظر به تعطیل دیروز شماره امروز بجای شماره دیروز منتشر میشود. از اخبار خارجه معلوم میشود که کنفرانس دول در ژنو افتتاح گردیده و نمایندگان دول مختلفه در آن شرکت دارند. سفیر شوروی در آلمان با وزیر امور خارجه آن کشور ملاقات نموده است. نظر به تعطیل دیروز شماره امروز بجای شماره دیروز منتشر میشود. از اخبار خارجه معلوم میشود که کنفرانس دول در ژنو افتتاح گردیده و نمایندگان دول مختلفه در آن شرکت دارند. سفیر شوروی در آلمان با وزیر امور خارجه آن کشور ملاقات نموده است. نظر به تعطیل دیروز شماره امروز بجای شماره دیروز منتشر میشود. از اخبار خارجه معلوم میشود که کنفرانس دول در ژنو افتتاح گردیده و نمایندگان دول مختلفه در آن شرکت دارند. سفیر شوروی در آلمان با وزیر امور خارجه آن کشور ملاقات نموده است. (1144, 334, 1395, 1600)
line: بعد از تصویب این قانون باید تعیین گردد (2067, 137, 2214, 165)
line: تصویب گردید (2153, 204, 2214, 217)
rule (851, 354, 1126, 356)
law-text: ماده ۱ — افراد و درجه داران نظمیه از بین اشخاص که دارای شرایط ذیل باشند استخدام میشوند. ماده ۲ — داوطلبان خدمت نظمیه باید تابعیت ایران را دارا باشند و سن آنها کمتر از بیست و بیشتر از سی سال نباشد. ماده ۳ — هر یک از اعضاء نظمیه پس از ورود بخدمت باید دوره آموزشگاه نظمیه را طی نماید. (1658, 599, 2058, 657)
column-rule (1399, 19, 1400, 1544)
section-heading: فصل چهارم — طریقه محاکمه و مجازات (1746, 828, 1969, 841)
top-note: عمل محدود شده باشد (2116, 22, 2214, 34)
column-rule (845, 19, 846, 1544)
article-body: نظر به تعطیل دیروز شماره امروز بجای شماره دیروز منتشر میشود. از اخبار خارجه معلوم میشود که کنفرانس دول در ژنو افتتاح گردیده و نمایندگان دول مختلفه در آن شرکت دارند. سفیر شوروی در آلمان با وزیر امور خارجه آن کشور ملاقات نموده است. (1144, 53, 1395, 126)
page-margin (0, 0, 65, 1555)
column-rule (325, 19, 326, 1544)
ad-box (854, 446, 1123, 576)
rule (1658, 83, 2057, 85)
headline-foreign-telegraphs: تلگرافهای خارجه (1183, 297, 1356, 322)
left-col-1 (65, 19, 325, 1594)
left-page (65, 9, 1131, 1596)
page-gutter (1131, 9, 1139, 1555)
rule (591, 509, 840, 511)
law-text: ماده ۱ — افراد و درجه داران نظمیه از بین اشخاص که دارای شرایط ذیل باشند استخدام میشوند. ماده ۲ — داوطلبان خدمت نظمیه باید تابعیت ایران را دارا باشند و سن آنها کمتر از بیست و بیشتر از سی سال نباشد. ماده ۳ — هر یک از اعضاء نظمیه پس از ورود بخدمت باید دوره آموزشگاه نظمیه را طی نماید. (1658, 353, 2058, 411)
line: دولت بوده که در ادای صحیح مسئولیت خود (2067, 70, 2214, 99)
law-text: ماده ۱ — افراد و درجه داران نظمیه از بین اشخاص که دارای شرایط ذیل باشند استخدام میشوند. ماده ۲ — داوطلبان خدمت نظمیه باید تابعیت ایران را دارا باشند و سن آنها کمتر از بیست و بیشتر از سی سال نباشد. ماده ۳ — هر یک از اعضاء نظمیه پس از ورود بخدمت باید دوره آموزشگاه نظمیه را طی نماید. (1658, 845, 2058, 903)
headline-court: در دیوان عالی جزا (645, 515, 786, 534)
right-col-4 (2063, 19, 2218, 1651)
line: ماده ۱۹ — این قانون در مجلس شورای ملی (2067, 170, 2214, 198)
right-col-1 (1139, 19, 1399, 1600)
ad-box-number: نمره اعلان ۱۹۵ (955, 551, 1022, 564)
